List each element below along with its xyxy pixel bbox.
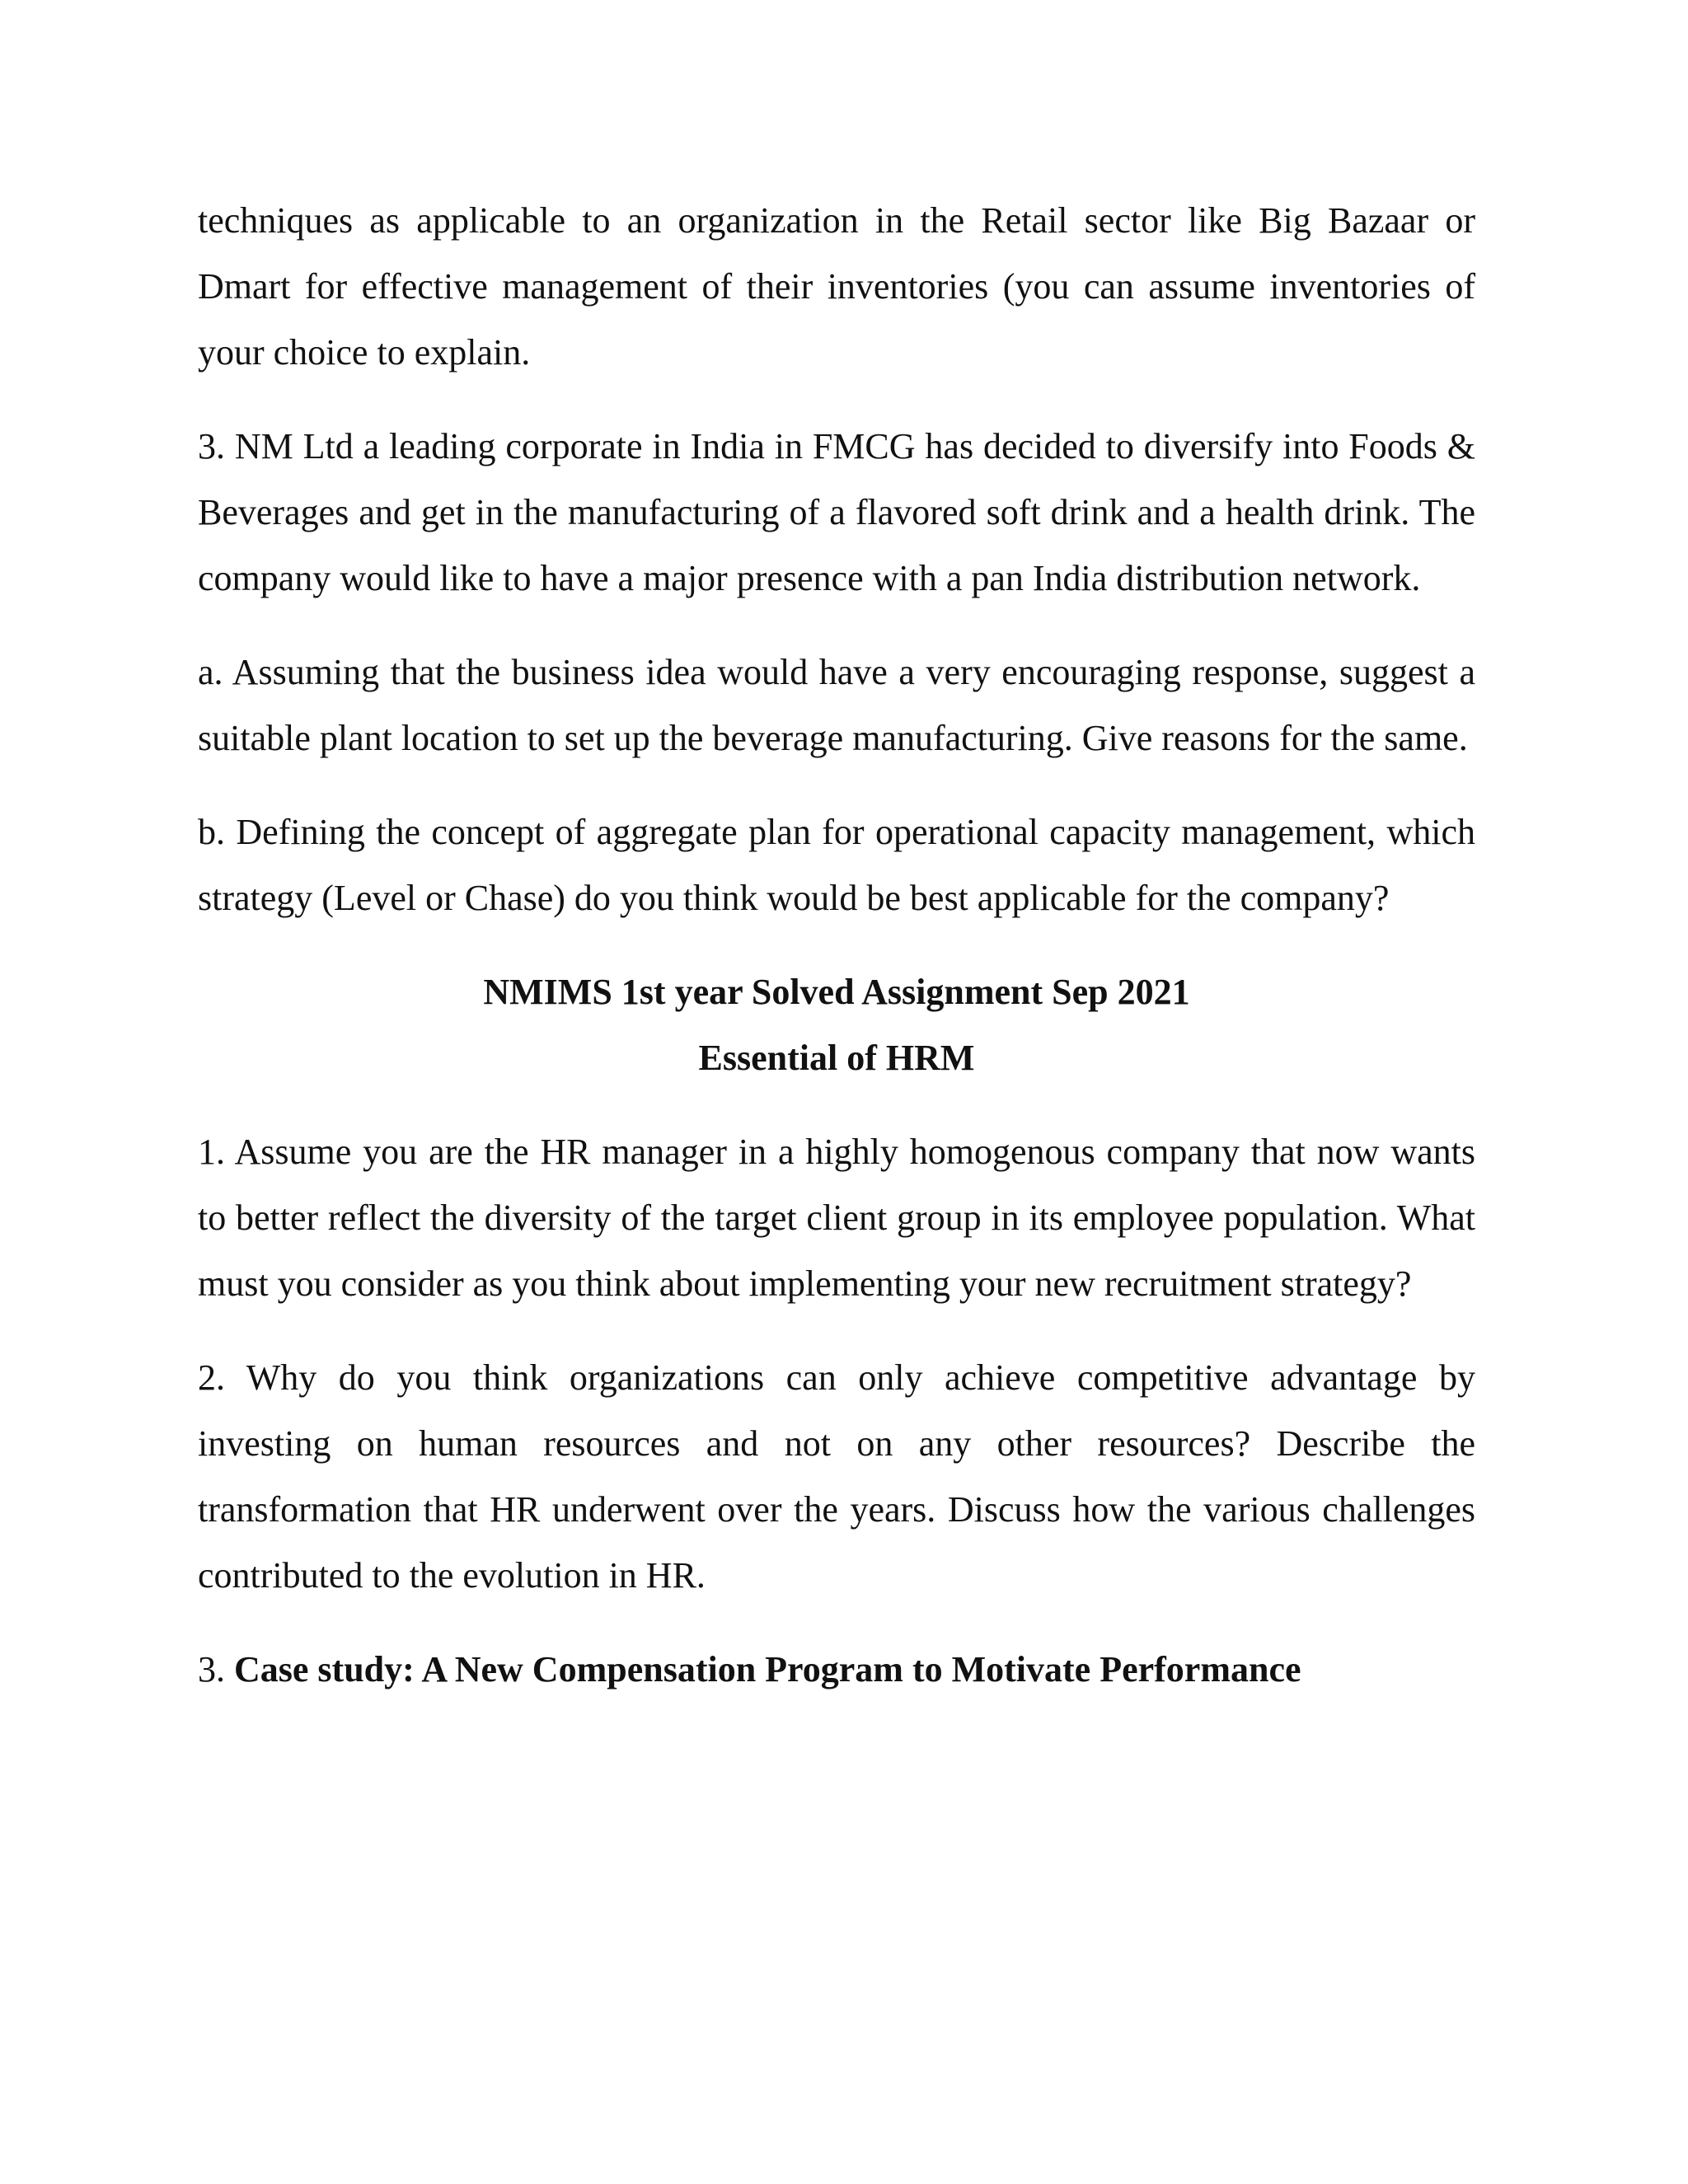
question-3-part-a: a. Assuming that the business idea would have a very encouraging response, suggest a suitable plant location to set up the beverage manufacturing. Give reasons for the same. [198, 652, 1475, 758]
hrm-question-3 [198, 1637, 1475, 1703]
question-3-part-b: b. Defining the concept of aggregate plan for operational capacity management, which strategy (Level or Chase) do you think would be best applicable for the company? [198, 812, 1475, 918]
document-page [198, 188, 1475, 1731]
hrm-question-3-title: Case study: A New Compensation Program to Motivate Performance [234, 1649, 1301, 1690]
intro-paragraph: techniques as applicable to an organization in the Retail sector like Big Bazaar or Dmart for effective management of their inventories (you can assume inventories of your choice to explain. [198, 200, 1475, 373]
section-subtitle: Essential of HRM [698, 1038, 975, 1078]
hrm-question-3-number: 3. [198, 1649, 234, 1690]
question-3-paragraph: 3. NM Ltd a leading corporate in India in FMCG has decided to diversify into Foods & Beverages and get in the manufacturing of a flavored soft drink and a health drink. The company would like to have a major presence with a pan India distribution network. [198, 426, 1475, 598]
section-title: NMIMS 1st year Solved Assignment Sep 2021 [483, 972, 1190, 1012]
hrm-question-2: 2. Why do you think organizations can only achieve competitive advantage by investing on human resources and not on any other resources? Describe the transformation that HR underwent over the years. Discuss how the various challenges contributed to the evolution in HR. [198, 1357, 1475, 1596]
hrm-question-1: 1. Assume you are the HR manager in a highly homogenous company that now wants to better reflect the diversity of the target client group in its employee population. What must you consider as you think about implementing your new recruitment strategy? [198, 1132, 1475, 1304]
